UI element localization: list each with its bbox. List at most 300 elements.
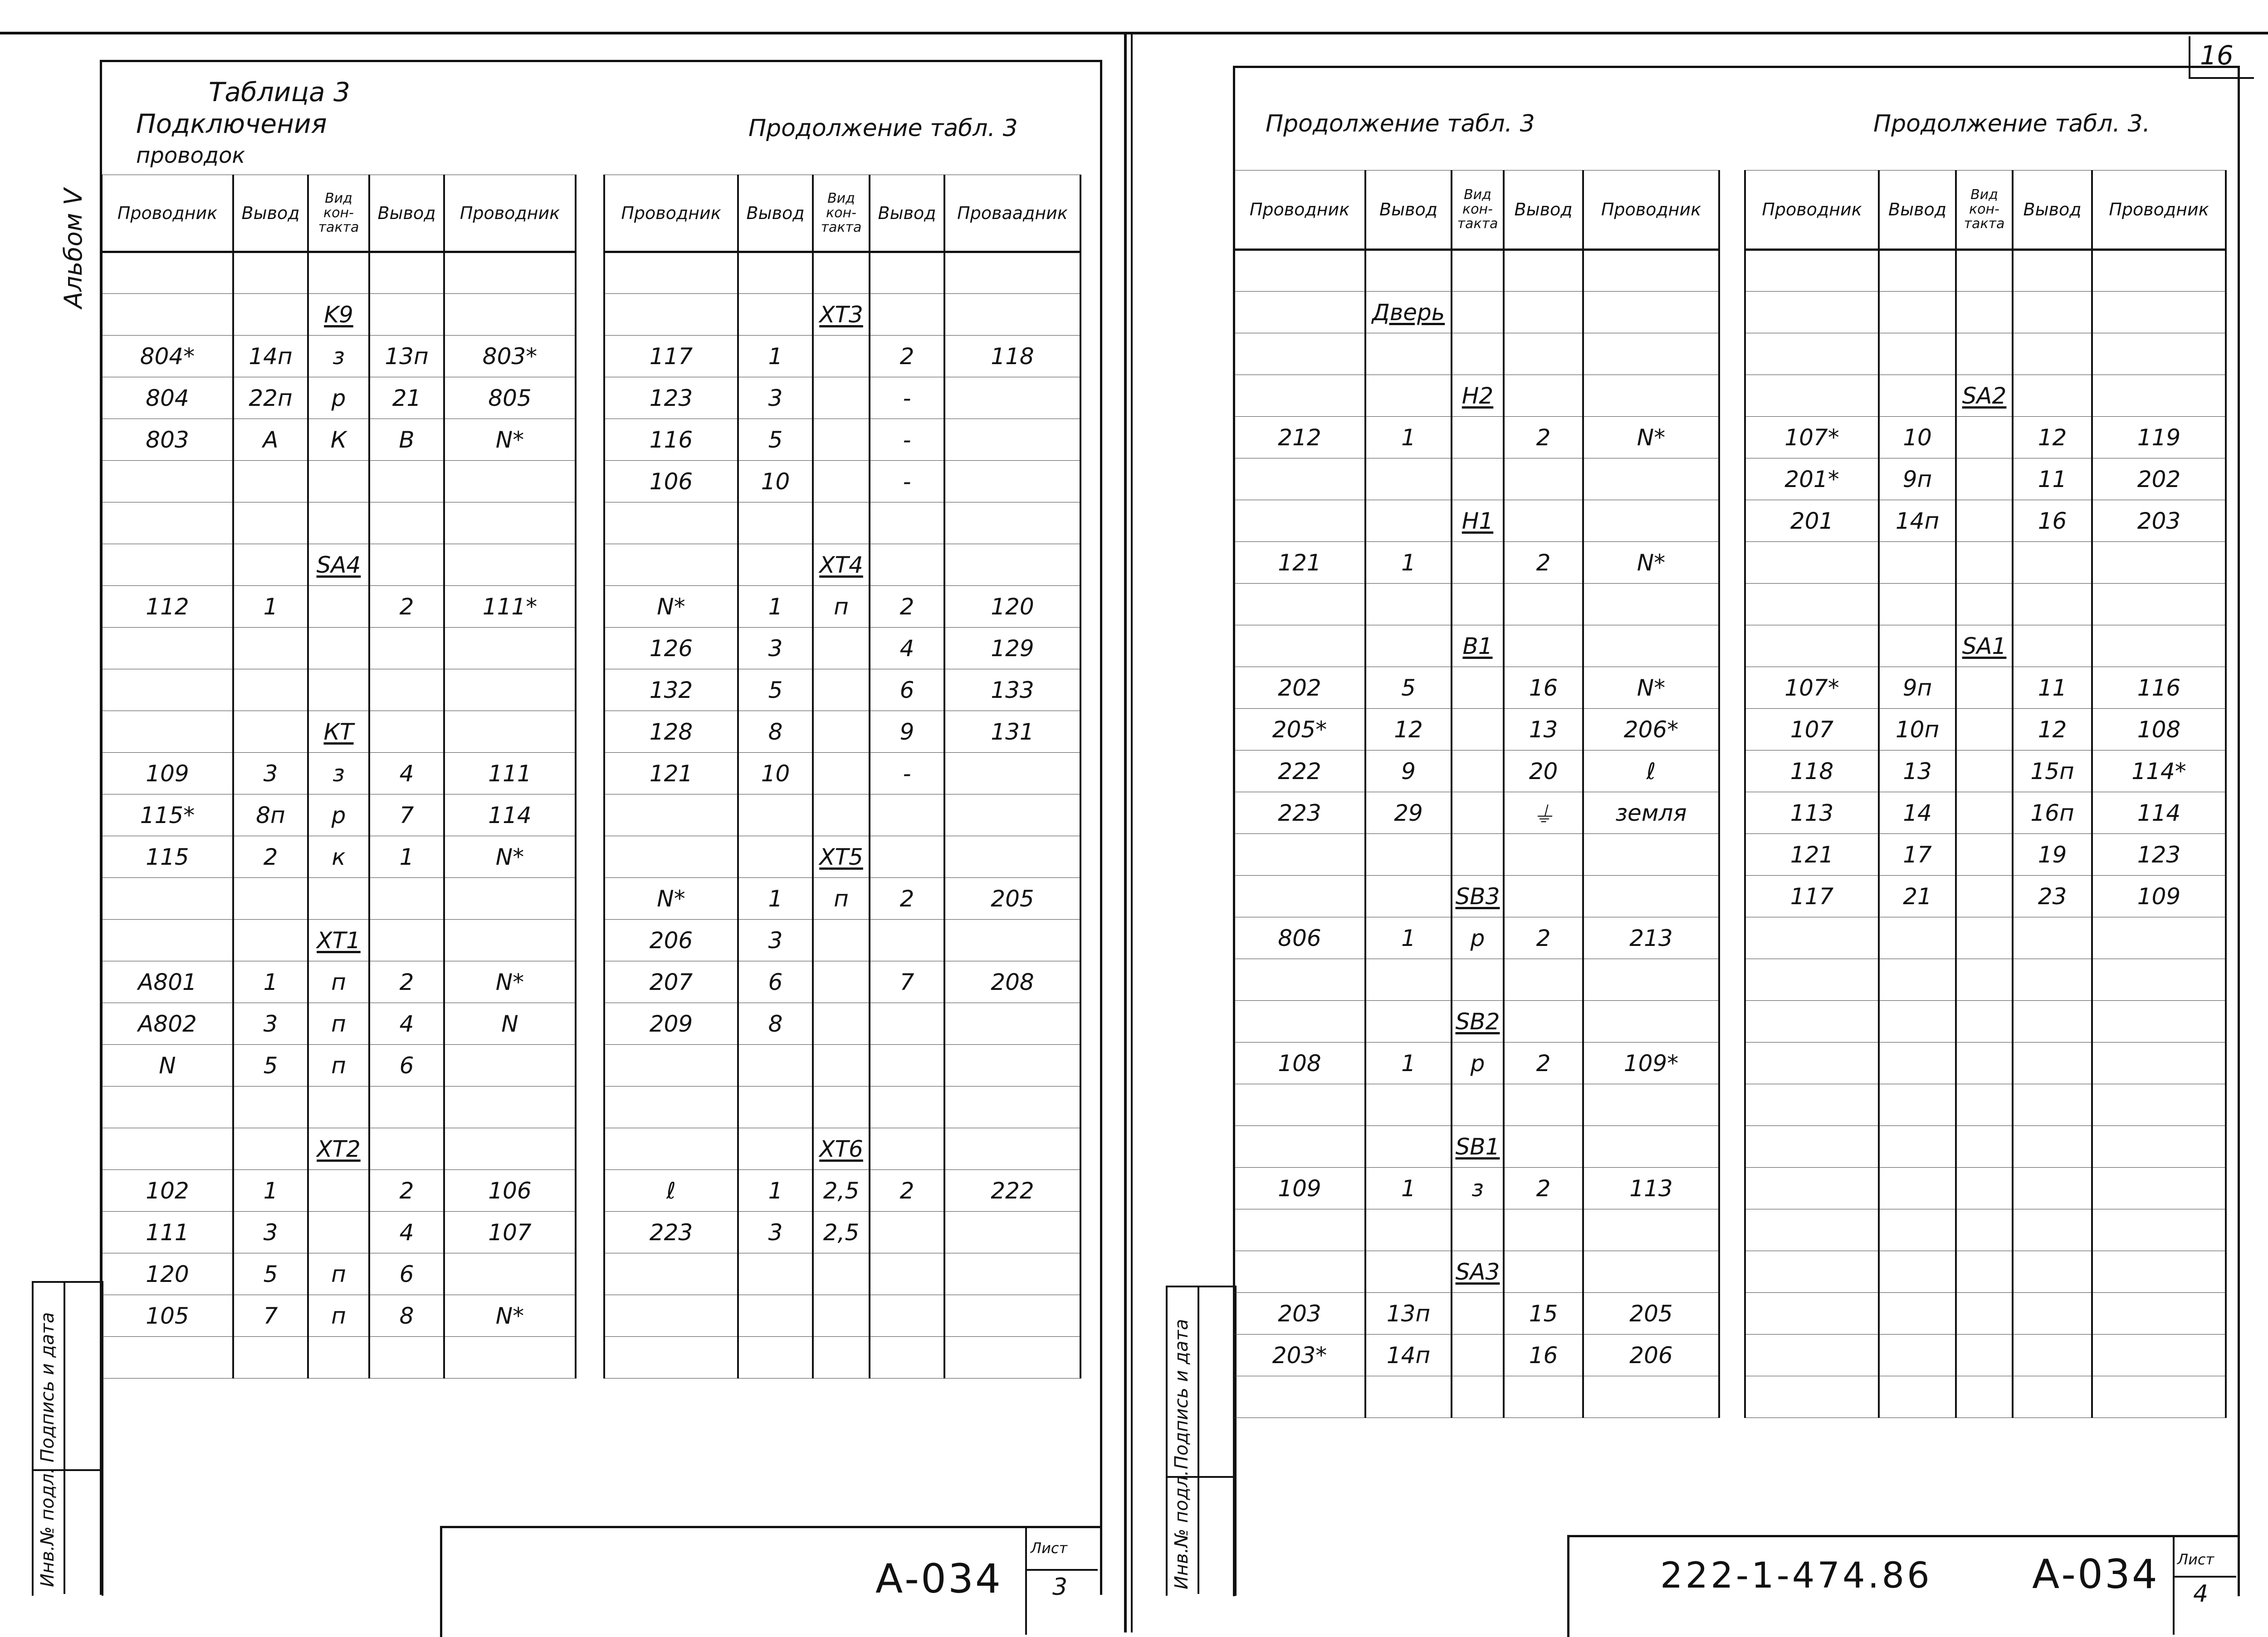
table-cell: п [308, 1295, 369, 1337]
table-cell [233, 1337, 308, 1379]
table-cell: 22п [233, 377, 308, 419]
table-cell [944, 753, 1080, 794]
table-cell [870, 1128, 944, 1170]
table-row [1234, 709, 1719, 750]
component-label: ХТ4 [819, 551, 863, 578]
table-cell [813, 669, 870, 711]
table-cell [1452, 750, 1504, 792]
table-cell: 3 [233, 753, 308, 794]
table-row [1745, 292, 2226, 333]
table-cell [2092, 959, 2226, 1001]
table-cell [1956, 1376, 2013, 1418]
column-header: Вывод [2013, 171, 2092, 250]
table-cell [813, 1086, 870, 1128]
table-row [604, 1212, 1080, 1253]
table-cell: 5 [233, 1253, 308, 1295]
column-header: Проводник [1583, 171, 1719, 250]
table-row [604, 961, 1080, 1003]
table-cell [1956, 1084, 2013, 1126]
table-cell: 212 [1234, 417, 1365, 458]
table-row [604, 544, 1080, 586]
table-cell: 120 [944, 586, 1080, 628]
table-cell: р [1452, 1043, 1504, 1084]
table-cell: 5 [233, 1045, 308, 1086]
table-cell [870, 1045, 944, 1086]
table-row [604, 753, 1080, 794]
table-cell: 121 [1745, 834, 1879, 876]
table-cell [444, 1337, 576, 1379]
table-cell [1452, 1001, 1504, 1043]
table-cell [308, 461, 369, 502]
table-cell [233, 878, 308, 920]
table-cell [308, 920, 369, 961]
table-cell [944, 252, 1080, 294]
table-cell [1956, 1126, 2013, 1168]
table-row [1745, 1293, 2226, 1335]
table-row [102, 711, 576, 753]
table-cell: 16п [2013, 792, 2092, 834]
table-cell [444, 628, 576, 669]
table-cell [1452, 250, 1504, 292]
table-cell: 6 [369, 1045, 444, 1086]
table-row [102, 920, 576, 961]
table-row [1234, 1043, 1719, 1084]
table-cell [1879, 1001, 1956, 1043]
table-cell [2013, 250, 2092, 292]
right-continuation-a: Продолжение табл. 3 [1266, 110, 1535, 137]
table-cell [738, 544, 813, 586]
table-cell [944, 1128, 1080, 1170]
table-cell [1745, 959, 1879, 1001]
table-cell: 2 [870, 336, 944, 377]
table-cell: 3 [738, 1212, 813, 1253]
table-cell [2013, 1251, 2092, 1293]
table-cell [1583, 250, 1719, 292]
table-cell [1956, 709, 2013, 750]
table-cell [1365, 500, 1452, 542]
right-side-label-inv: Инв.№ подл. [1171, 1470, 1192, 1589]
left-title-line3: проводок [136, 143, 245, 168]
table-cell [2013, 1043, 2092, 1084]
table-cell [2013, 292, 2092, 333]
table-cell: 118 [1745, 750, 1879, 792]
table-cell [369, 1337, 444, 1379]
table-cell: 123 [2092, 834, 2226, 876]
table-cell [2013, 625, 2092, 667]
table-cell: 111 [444, 753, 576, 794]
table-cell: 9 [1365, 750, 1452, 792]
table-cell: 2 [369, 961, 444, 1003]
right-side-label-divider [1198, 1286, 1199, 1594]
table-row [1745, 1084, 2226, 1126]
table-cell [369, 461, 444, 502]
table-cell [2092, 917, 2226, 959]
table-row [1234, 1168, 1719, 1209]
table-cell [1879, 625, 1956, 667]
table-cell [1234, 1001, 1365, 1043]
table-cell [2092, 1335, 2226, 1376]
table-header-row [102, 175, 576, 252]
table-cell: 11 [2013, 458, 2092, 500]
table-row [604, 377, 1080, 419]
column-header: Проводник [1745, 171, 1879, 250]
table-cell [1879, 1168, 1956, 1209]
table-cell: ℓ [1583, 750, 1719, 792]
table-cell [1234, 1126, 1365, 1168]
table-row [604, 461, 1080, 502]
table-cell: N* [444, 1295, 576, 1337]
table-cell: N* [604, 878, 738, 920]
table-cell [1745, 542, 1879, 584]
table-cell [870, 294, 944, 336]
table-cell [2013, 1293, 2092, 1335]
table-cell: 117 [1745, 876, 1879, 917]
table-cell [1583, 333, 1719, 375]
table-cell [1879, 584, 1956, 625]
table-cell [870, 502, 944, 544]
table-cell [444, 294, 576, 336]
table-cell: 203* [1234, 1335, 1365, 1376]
table-cell [1365, 1209, 1452, 1251]
table-cell [1452, 500, 1504, 542]
table-cell: 113 [1583, 1168, 1719, 1209]
column-header: Вид кон-такта [813, 175, 870, 252]
table-cell: 20 [1504, 750, 1583, 792]
table-row [604, 1337, 1080, 1379]
table-cell [1956, 333, 2013, 375]
component-label: SB3 [1455, 883, 1500, 910]
table-cell [1234, 375, 1365, 417]
table-row [102, 586, 576, 628]
table-cell [1956, 375, 2013, 417]
table-cell: 804 [102, 377, 233, 419]
table-cell: к [308, 836, 369, 878]
table-cell [604, 1128, 738, 1170]
table-cell [1234, 1376, 1365, 1418]
table-cell [1879, 1376, 1956, 1418]
table-row [1745, 917, 2226, 959]
table-cell [1879, 1293, 1956, 1335]
table-cell [1745, 250, 1879, 292]
table-cell [102, 1128, 233, 1170]
column-header: Вывод [1879, 171, 1956, 250]
table-cell: 106 [604, 461, 738, 502]
table-cell: 223 [1234, 792, 1365, 834]
table-cell [1234, 458, 1365, 500]
table-cell: 213 [1583, 917, 1719, 959]
table-cell [944, 836, 1080, 878]
table-cell [1452, 876, 1504, 917]
table-cell: 206* [1583, 709, 1719, 750]
table-cell [1583, 375, 1719, 417]
table-cell: 107 [444, 1212, 576, 1253]
table-cell [1504, 834, 1583, 876]
table-cell [1504, 292, 1583, 333]
table-cell [1583, 876, 1719, 917]
table-cell [738, 1337, 813, 1379]
component-label: SA3 [1455, 1258, 1500, 1285]
table-cell: 113 [1745, 792, 1879, 834]
table-cell: 16 [2013, 500, 2092, 542]
table-cell: 6 [369, 1253, 444, 1295]
left-side-label-divider [64, 1281, 65, 1594]
table-cell: 1 [738, 586, 813, 628]
component-label: ХТ2 [317, 1135, 361, 1162]
table-cell: земля [1583, 792, 1719, 834]
table-cell [1879, 1209, 1956, 1251]
table-cell: п [308, 1003, 369, 1045]
table-cell: 107* [1745, 417, 1879, 458]
table-cell: 102 [102, 1170, 233, 1212]
table-cell [1234, 333, 1365, 375]
table-cell [1452, 667, 1504, 709]
column-header: Вывод [233, 175, 308, 252]
table-cell: з [308, 336, 369, 377]
component-label: ХТ1 [317, 927, 361, 954]
table-cell: 123 [604, 377, 738, 419]
table-cell [444, 669, 576, 711]
table-cell [444, 1086, 576, 1128]
table-cell: 2 [870, 878, 944, 920]
table-cell: 4 [870, 628, 944, 669]
table-cell: 5 [738, 669, 813, 711]
table-row [102, 1170, 576, 1212]
table-row [1234, 417, 1719, 458]
table-row [604, 1045, 1080, 1086]
table-row [1745, 876, 2226, 917]
table-row [102, 1212, 576, 1253]
table-cell [444, 1128, 576, 1170]
table-row [1745, 834, 2226, 876]
table-cell [1745, 1376, 1879, 1418]
table-cell [870, 920, 944, 961]
table-cell: 10п [1879, 709, 1956, 750]
table-cell [1956, 250, 2013, 292]
table-cell [2092, 375, 2226, 417]
table-cell [1583, 834, 1719, 876]
table-cell [604, 1337, 738, 1379]
table-cell [308, 502, 369, 544]
column-header: Вывод [738, 175, 813, 252]
table-cell [1956, 917, 2013, 959]
table-cell: 108 [1234, 1043, 1365, 1084]
right-stamp-code: А-034 [2032, 1551, 2159, 1598]
table-cell [308, 294, 369, 336]
table-cell [444, 544, 576, 586]
table-cell: 3 [738, 920, 813, 961]
table-cell [1452, 1084, 1504, 1126]
table-cell: 1 [738, 1170, 813, 1212]
table-row [102, 1128, 576, 1170]
table-row [1234, 917, 1719, 959]
table-row [102, 1086, 576, 1128]
table-cell [1452, 625, 1504, 667]
table-cell: 202 [1234, 667, 1365, 709]
table-cell: 205 [944, 878, 1080, 920]
table-cell [604, 836, 738, 878]
table-cell: 9 [870, 711, 944, 753]
table-cell [369, 502, 444, 544]
table-cell: 121 [604, 753, 738, 794]
table-cell [102, 544, 233, 586]
table-row [1234, 292, 1719, 333]
left-continuation-title: Продолжение табл. 3 [748, 115, 1018, 142]
table-cell [1234, 625, 1365, 667]
table-cell [1745, 1043, 1879, 1084]
table-cell: 128 [604, 711, 738, 753]
table-row [1745, 333, 2226, 375]
table-cell [604, 502, 738, 544]
table-cell: 29 [1365, 792, 1452, 834]
column-header: Проводник [2092, 171, 2226, 250]
table-cell [369, 1128, 444, 1170]
table-cell [444, 920, 576, 961]
table-cell [444, 461, 576, 502]
table-cell [738, 1253, 813, 1295]
table-cell [1879, 1335, 1956, 1376]
component-label: Н1 [1461, 507, 1494, 534]
table-cell: 8 [738, 1003, 813, 1045]
table-cell [1956, 1251, 2013, 1293]
table-row [102, 419, 576, 461]
table-cell [1956, 834, 2013, 876]
table-cell: 209 [604, 1003, 738, 1045]
table-cell: 133 [944, 669, 1080, 711]
table-row [102, 502, 576, 544]
table-cell: 2 [1504, 917, 1583, 959]
table-cell [944, 419, 1080, 461]
table-cell [2013, 1001, 2092, 1043]
table-cell [1452, 1376, 1504, 1418]
column-header: Проводник [604, 175, 738, 252]
wiring-table-t1 [101, 175, 577, 1379]
table-cell [813, 961, 870, 1003]
table-cell [2013, 333, 2092, 375]
table-cell [1504, 1376, 1583, 1418]
center-fold-line-2 [1131, 32, 1133, 1632]
table-cell: N* [1583, 542, 1719, 584]
table-cell [813, 1253, 870, 1295]
table-cell [813, 419, 870, 461]
table-row [604, 836, 1080, 878]
table-cell [1956, 1043, 2013, 1084]
top-border-line [0, 32, 2268, 34]
table-cell: 121 [1234, 542, 1365, 584]
table-cell: N [102, 1045, 233, 1086]
table-row [102, 377, 576, 419]
right-sheet-num: 4 [2193, 1580, 2209, 1608]
column-header: Вывод [1504, 171, 1583, 250]
table-cell: 13 [1504, 709, 1583, 750]
table-cell [870, 1337, 944, 1379]
table-cell: 207 [604, 961, 738, 1003]
right-sheet-box-divider [2173, 1576, 2236, 1578]
table-cell: 14п [233, 336, 308, 377]
table-row [1745, 1001, 2226, 1043]
table-cell [1745, 333, 1879, 375]
table-cell [1745, 375, 1879, 417]
table-cell [1365, 959, 1452, 1001]
table-cell: - [870, 461, 944, 502]
table-cell [369, 1086, 444, 1128]
table-cell [738, 294, 813, 336]
table-cell [813, 753, 870, 794]
table-cell [2013, 1168, 2092, 1209]
center-fold-line [1124, 32, 1127, 1632]
table-row [1745, 792, 2226, 834]
table-cell: 4 [369, 1003, 444, 1045]
table-cell [233, 669, 308, 711]
table-cell [1956, 792, 2013, 834]
table-cell [233, 628, 308, 669]
table-cell [1504, 1209, 1583, 1251]
table-cell [813, 1128, 870, 1170]
table-cell [944, 1337, 1080, 1379]
table-cell: 118 [944, 336, 1080, 377]
table-row [1745, 709, 2226, 750]
table-cell [1583, 1251, 1719, 1293]
table-cell [1583, 458, 1719, 500]
table-cell: 1 [738, 336, 813, 377]
table-cell: 205 [1583, 1293, 1719, 1335]
table-cell [604, 1295, 738, 1337]
table-cell: 223 [604, 1212, 738, 1253]
table-row [604, 920, 1080, 961]
table-row [1234, 1084, 1719, 1126]
table-cell [308, 711, 369, 753]
table-row [1745, 959, 2226, 1001]
table-cell [1452, 292, 1504, 333]
table-cell: 14 [1879, 792, 1956, 834]
component-label: Дверь [1372, 299, 1445, 326]
table-cell [944, 1045, 1080, 1086]
table-cell [813, 252, 870, 294]
table-cell: 16 [1504, 1335, 1583, 1376]
table-cell [233, 1086, 308, 1128]
table-cell: - [870, 419, 944, 461]
table-row [604, 1086, 1080, 1128]
table-row [102, 1337, 576, 1379]
column-header: Вид кон-такта [1452, 171, 1504, 250]
table-cell [813, 1337, 870, 1379]
table-cell [1956, 458, 2013, 500]
table-cell [944, 1253, 1080, 1295]
table-cell [813, 544, 870, 586]
table-cell: 6 [738, 961, 813, 1003]
table-cell: 13п [1365, 1293, 1452, 1335]
table-row [1234, 333, 1719, 375]
component-label: SA2 [1962, 382, 2007, 409]
table-cell: - [870, 377, 944, 419]
table-cell [1452, 959, 1504, 1001]
table-row [102, 1003, 576, 1045]
table-cell [1879, 375, 1956, 417]
table-cell [1504, 458, 1583, 500]
table-cell: 115 [102, 836, 233, 878]
table-cell: п [813, 878, 870, 920]
table-row [604, 586, 1080, 628]
component-label: Н2 [1461, 382, 1494, 409]
table-row [1745, 625, 2226, 667]
table-cell [1234, 292, 1365, 333]
table-cell [233, 294, 308, 336]
table-cell: 7 [369, 794, 444, 836]
table-row [1745, 1209, 2226, 1251]
table-row [1745, 1376, 2226, 1418]
left-sheet-label: Лист [1031, 1540, 1068, 1557]
table-header-row [1745, 171, 2226, 250]
table-cell [1504, 625, 1583, 667]
